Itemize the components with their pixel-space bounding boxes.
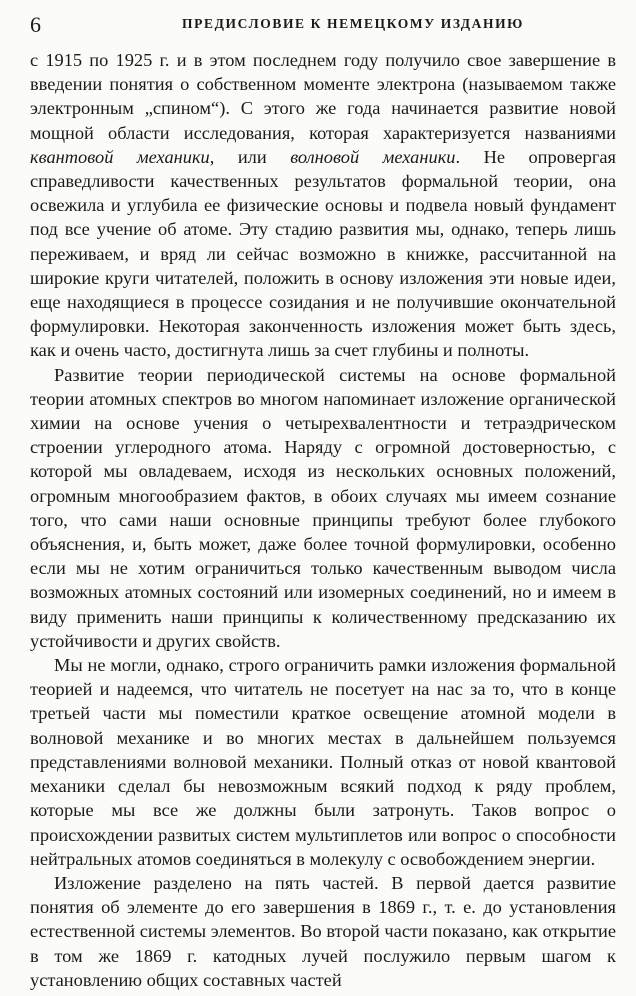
paragraph-4: Изложение разделено на пять частей. В первой дается развитие понятия об элементе до его завершения в 1869 г., т. е. до установления естественной системы элементов. Во второй части показано, как открытие в том же 1869 г. катодных лучей послужило первым шагом к установлению общих составных частей [30,872,616,990]
running-title: ПРЕДИСЛОВИЕ К НЕМЕЦКОМУ ИЗДАНИЮ [182,16,524,31]
term-quantum-mechanics: квантовой механики [30,146,210,167]
paragraph-1-part-a: с 1915 по 1925 г. и в этом последнем году получило свое завершение в введении понятия о собственном моменте электрона (называемом также электронным „спином“). С этого же года начинается развитие новой мощной области исследования, которая характеризуется названиями [30,50,616,143]
paragraph-1-part-e: . Не опровергая справедливости качественных результатов формальной теории, она освежила и углубила ее физические основы и подвела новый фундамент под все учение об атоме. Эту стадию развития мы, однако, теперь лишь переживаем, и вряд ли сейчас возможно в книжке, рассчитанной на широкие круги читателей, положить в основу изложения эти новые идеи, еще находящиеся в процессе созидания и не получившие окончательной формулировки. Некоторая законченность изложения может быть здесь, как и очень часто, достигнута лишь за счет глубины и полноты. [30,146,617,361]
paragraph-3: Мы не могли, однако, строго ограничить рамки изложения формальной теорией и надеемся, что читатель не посетует на нас за то, что в конце третьей части мы поместили краткое освещение атомной модели в волновой механике и во многих местах в дальнейшем пользуемся представлениями волновой механики. Полный отказ от новой квантовой механики сделал бы невозможным всякий подход к ряду проблем, которые мы все же должны были затронуть. Таков вопрос о происхождении развитых систем мультиплетов или вопрос о способности нейтральных атомов соединяться в молекулу с освобождением энергии. [30,655,616,869]
page-number: 6 [30,12,41,37]
running-head [30,12,616,40]
paragraph-1-part-c: , или [209,146,291,167]
paragraph-2: Развитие теории периодической системы на основе формальной теории атомных спектров во многом напоминает изложение органической химии на основе учения о четырехвалентности и тетраэдрическом строении углеродного атома. Наряду с огромной достоверностью, с которой мы овладеваем, исходя из нескольких основных положений, огромным многообразием фактов, в обоих случаях мы имеем сознание того, что сами наши основные принципы требуют более глубокого объяснения, и, быть может, даже более точной формулировки, особенно если мы не хотим ограничиться только качественным выводом числа возможных атомных состояний или изомерных соединений, но и имеем в виду применить наши принципы к количественному предсказанию их устойчивости и других свойств. [30,364,616,651]
term-wave-mechanics: волновой механики [290,146,456,167]
paragraph-1 [30,48,616,363]
body-text [30,48,616,992]
